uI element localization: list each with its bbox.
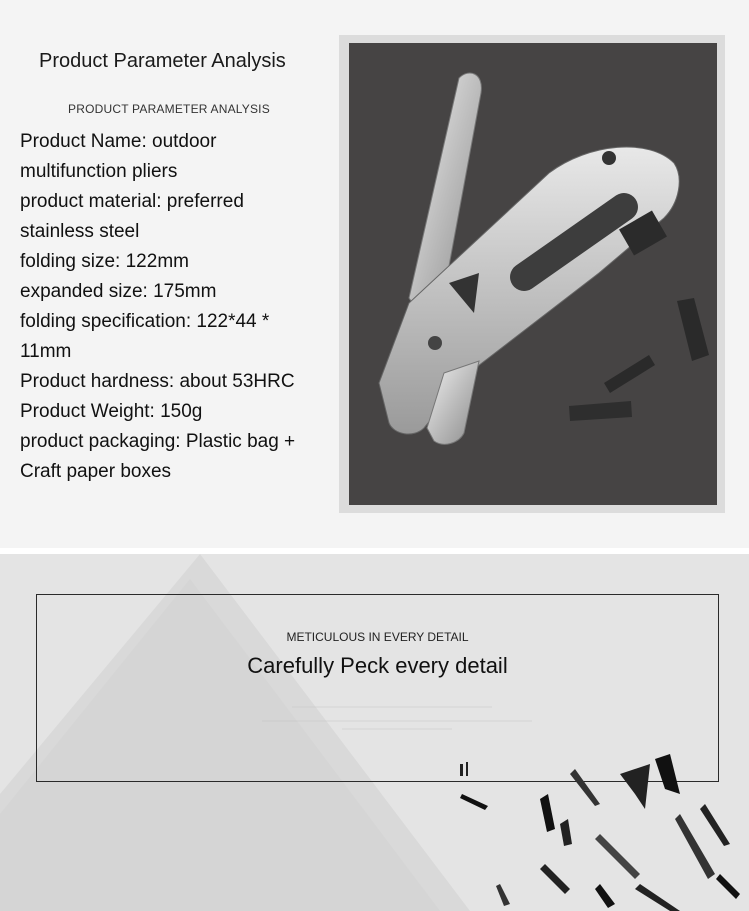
spec-line: Product Name: outdoor: [20, 131, 217, 152]
detail-section: [0, 554, 749, 911]
detail-title: Carefully Peck every detail: [247, 653, 508, 678]
detail-subtitle: METICULOUS IN EVERY DETAIL: [286, 630, 469, 644]
spec-line: expanded size: 175mm: [20, 281, 217, 302]
spec-line: Product hardness: about 53HRC: [20, 371, 295, 392]
spec-line: Craft paper boxes: [20, 461, 172, 482]
fine-print-lines: [262, 705, 532, 735]
section-subtitle: PRODUCT PARAMETER ANALYSIS: [68, 102, 270, 116]
product-photo: [349, 43, 717, 505]
spec-line: multifunction pliers: [20, 161, 178, 182]
spec-line: folding specification: 122*44 *: [20, 311, 270, 332]
spec-list: [20, 127, 335, 487]
multitool-pliers-illustration: [349, 43, 717, 505]
spec-line: Product Weight: 150g: [20, 401, 203, 422]
spec-line: 11mm: [20, 341, 72, 362]
spec-line: product packaging: Plastic bag +: [20, 431, 296, 452]
ink-splash-decoration: [440, 734, 749, 911]
section-title: Product Parameter Analysis: [39, 50, 286, 72]
spec-line: folding size: 122mm: [20, 251, 189, 272]
spec-line: product material: preferred: [20, 191, 244, 212]
spec-line: stainless steel: [20, 221, 140, 242]
